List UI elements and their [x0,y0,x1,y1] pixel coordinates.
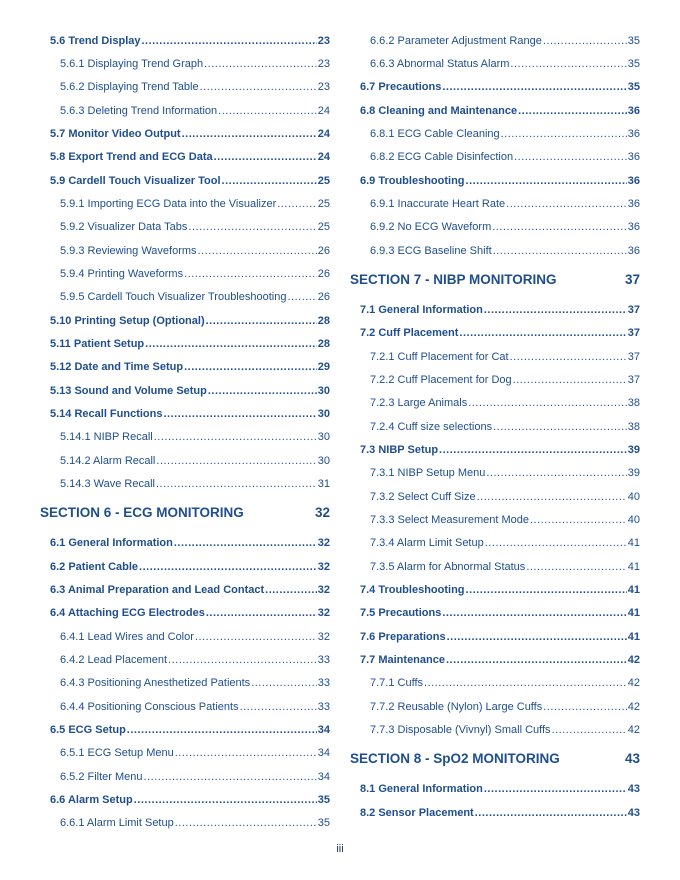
toc-page-number: 36 [627,151,640,163]
toc-entry-title: 5.10 Printing Setup (Optional) [50,315,205,327]
toc-entry-title: 6.4.2 Lead Placement [60,654,168,666]
dot-leader [543,35,627,47]
dot-leader [485,537,627,549]
toc-section-heading[interactable] [350,272,640,292]
toc-entry-title: 5.14 Recall Functions [50,408,163,420]
toc-entry-title: 5.9.2 Visualizer Data Tabs [60,221,188,233]
toc-page-number: 37 [627,304,640,316]
toc-entry[interactable] [360,304,640,320]
toc-page-number: 41 [627,561,640,573]
toc-subentry[interactable] [370,467,640,483]
toc-subentry[interactable] [60,245,330,261]
toc-section-heading[interactable] [40,505,330,525]
toc-page-number: 34 [317,724,330,736]
toc-entry-title: 6.4.1 Lead Wires and Color [60,631,194,643]
dot-leader [127,724,317,736]
dot-leader [447,631,627,643]
toc-page-number: 30 [317,431,330,443]
dot-leader [513,374,627,386]
toc-entry-title: 7.6 Preparations [360,631,446,643]
toc-page-number: 37 [624,272,640,287]
toc-entry-title: 5.9 Cardell Touch Visualizer Tool [50,175,221,187]
toc-page-number: 32 [317,607,330,619]
toc-subentry[interactable] [370,701,640,717]
dot-leader [287,291,316,303]
toc-entry[interactable] [50,361,330,377]
dot-leader [154,431,317,443]
toc-entry-title: 7.3.2 Select Cuff Size [370,491,476,503]
toc-entry-title: 5.14.3 Wave Recall [60,478,155,490]
toc-page-number: 35 [627,58,640,70]
toc-page-number: 33 [317,654,330,666]
toc-subentry[interactable] [60,221,330,237]
toc-subentry[interactable] [60,701,330,717]
dot-leader [200,81,317,93]
dot-leader [222,175,317,187]
toc-page-number: 30 [317,408,330,420]
toc-entry-title: 6.4.3 Positioning Anesthetized Patients [60,677,251,689]
toc-page-number: 39 [627,444,640,456]
toc-page-number: 43 [627,783,640,795]
toc-entry-title: 5.9.1 Importing ECG Data into the Visualizer [60,198,277,210]
toc-entry-title: 5.13 Sound and Volume Setup [50,385,207,397]
toc-page-number: 35 [627,81,640,93]
toc-page-number: 23 [317,81,330,93]
toc-entry[interactable] [50,35,330,51]
toc-subentry[interactable] [370,35,640,51]
toc-entry-title: 7.5 Precautions [360,607,442,619]
dot-leader [484,304,627,316]
toc-page-number: 37 [627,351,640,363]
toc-entry-title: 7.3.5 Alarm for Abnormal Status [370,561,526,573]
toc-entry-title: 6.6.3 Abnormal Status Alarm [370,58,510,70]
toc-page-number: 26 [317,245,330,257]
toc-entry-title: 7.2.3 Large Animals [370,397,468,409]
dot-leader [530,514,627,526]
toc-entry[interactable] [360,807,640,823]
toc-subentry[interactable] [60,654,330,670]
dot-leader [510,58,626,70]
toc-subentry[interactable] [370,514,640,530]
dot-leader [493,245,627,257]
toc-entry-title: 6.7 Precautions [360,81,442,93]
toc-entry[interactable] [50,537,330,553]
toc-page-number: 24 [317,128,330,140]
toc-page-number: 42 [627,654,640,666]
toc-entry[interactable] [50,385,330,401]
toc-subentry[interactable] [60,81,330,97]
dot-leader [156,455,316,467]
toc-page-number: 42 [627,724,640,736]
dot-leader [163,408,316,420]
toc-entry-title: 7.2.1 Cuff Placement for Cat [370,351,509,363]
toc-entry[interactable] [50,175,330,191]
toc-page-number: 24 [317,105,330,117]
toc-page-number: 41 [627,584,640,596]
toc-page-number: 25 [317,175,330,187]
toc-page-number: 25 [317,198,330,210]
toc-entry-title: 6.9.2 No ECG Waveform [370,221,492,233]
dot-leader [134,794,317,806]
dot-leader [139,561,317,573]
toc-entry-title: 6.2 Patient Cable [50,561,139,573]
toc-page-number: 31 [317,478,330,490]
toc-page-number: 42 [627,677,640,689]
toc-entry-title: 5.8 Export Trend and ECG Data [50,151,213,163]
toc-entry-title: 6.4.4 Positioning Conscious Patients [60,701,239,713]
dot-leader [175,747,317,759]
toc-section-title: SECTION 7 - NIBP MONITORING [350,272,557,287]
toc-subentry[interactable] [60,677,330,693]
toc-page-number: 41 [627,607,640,619]
toc-page-number: 35 [627,35,640,47]
toc-page-number: 26 [317,291,330,303]
toc-entry-title: 7.2.2 Cuff Placement for Dog [370,374,512,386]
toc-entry-title: 6.9.3 ECG Baseline Shift [370,245,492,257]
dot-leader [277,198,317,210]
dot-leader [251,677,317,689]
dot-leader [552,724,627,736]
dot-leader [439,444,627,456]
toc-page-number: 34 [317,771,330,783]
toc-page-number: 23 [317,58,330,70]
dot-leader [184,361,317,373]
toc-entry-title: 7.7.3 Disposable (Vivnyl) Small Cuffs [370,724,551,736]
dot-leader [265,584,317,596]
toc-entry-title: 5.6.2 Displaying Trend Table [60,81,199,93]
dot-leader [156,478,317,490]
dot-leader [206,607,317,619]
toc-entry[interactable] [360,607,640,623]
dot-leader [446,654,627,666]
toc-subentry[interactable] [370,677,640,693]
toc-section-title: SECTION 8 - SpO2 MONITORING [350,751,560,766]
toc-page-number: 36 [627,198,640,210]
dot-leader [168,654,317,666]
toc-entry[interactable] [50,607,330,623]
toc-page-number: 30 [317,455,330,467]
dot-leader [475,807,627,819]
toc-entry-title: 6.1 General Information [50,537,173,549]
toc-page-number: 39 [627,467,640,479]
toc-page-number: 32 [317,537,330,549]
dot-leader [145,338,317,350]
toc-subentry[interactable] [60,747,330,763]
dot-leader [477,491,627,503]
toc-entry-title: 6.4 Attaching ECG Electrodes [50,607,205,619]
toc-entry-title: 5.9.5 Cardell Touch Visualizer Troubleshooting [60,291,287,303]
toc-entry[interactable] [360,175,640,191]
dot-leader [214,151,317,163]
toc-entry-title: 5.9.3 Reviewing Waveforms [60,245,197,257]
toc-page-number: 26 [317,268,330,280]
toc-page-number: 33 [317,701,330,713]
toc-subentry[interactable] [370,537,640,553]
toc-entry-title: 5.6.1 Displaying Trend Graph [60,58,204,70]
toc-entry-title: 6.5.1 ECG Setup Menu [60,747,174,759]
toc-entry-title: 6.6 Alarm Setup [50,794,133,806]
toc-subentry[interactable] [370,58,640,74]
toc-page-number: 36 [627,128,640,140]
toc-subentry[interactable] [370,724,640,740]
toc-subentry[interactable] [370,351,640,367]
toc-page-number: 34 [317,747,330,759]
toc-page-number: 37 [627,374,640,386]
toc-page-number: 28 [317,315,330,327]
toc-entry[interactable] [50,338,330,354]
toc-entry[interactable] [360,584,640,600]
toc-entry-title: 7.1 General Information [360,304,483,316]
toc-page-number: 43 [624,751,640,766]
toc-entry-title: 6.6.2 Parameter Adjustment Range [370,35,542,47]
toc-page-number: 36 [627,245,640,257]
toc-page-number: 41 [627,537,640,549]
toc-entry-title: 7.2 Cuff Placement [360,327,459,339]
toc-page-number: 43 [627,807,640,819]
dot-leader [506,198,627,210]
dot-leader [543,701,627,713]
toc-subentry[interactable] [60,268,330,284]
toc-page-number: 38 [627,421,640,433]
dot-leader [468,397,627,409]
dot-leader [484,783,627,795]
toc-entry-title: 5.7 Monitor Video Output [50,128,181,140]
dot-leader [459,327,626,339]
toc-entry-title: 6.8.2 ECG Cable Disinfection [370,151,514,163]
toc-entry[interactable] [50,794,330,810]
toc-subentry[interactable] [60,431,330,447]
toc-page-number: 35 [317,794,330,806]
toc-entry-title: 5.12 Date and Time Setup [50,361,184,373]
toc-subentry[interactable] [370,198,640,214]
toc-page-number: 36 [627,105,640,117]
dot-leader [218,105,317,117]
toc-page-number: 40 [627,514,640,526]
toc-page-number: 35 [317,817,330,829]
toc-entry[interactable] [50,584,330,600]
toc-entry-title: 6.3 Animal Preparation and Lead Contact [50,584,265,596]
toc-page-number: 36 [627,175,640,187]
toc-subentry[interactable] [60,455,330,471]
dot-leader [195,631,317,643]
toc-entry-title: 6.6.1 Alarm Limit Setup [60,817,174,829]
toc-page-number: 42 [627,701,640,713]
dot-leader [514,151,627,163]
toc-entry-title: 6.5.2 Filter Menu [60,771,143,783]
toc-page-number: 24 [317,151,330,163]
toc-section-heading[interactable] [350,751,640,771]
toc-entry-title: 5.9.4 Printing Waveforms [60,268,184,280]
toc-entry-title: 6.9 Troubleshooting [360,175,465,187]
dot-leader [208,385,317,397]
dot-leader [501,128,627,140]
toc-subentry[interactable] [60,291,330,307]
toc-entry-title: 6.8.1 ECG Cable Cleaning [370,128,500,140]
toc-entry[interactable] [50,408,330,424]
toc-subentry[interactable] [60,198,330,214]
toc-page-number: 28 [317,338,330,350]
toc-page-number: 37 [627,327,640,339]
toc-subentry[interactable] [60,631,330,647]
toc-subentry[interactable] [370,221,640,237]
toc-subentry[interactable] [370,151,640,167]
toc-entry-title: 6.8 Cleaning and Maintenance [360,105,518,117]
toc-page-number: 41 [627,631,640,643]
toc-subentry[interactable] [60,817,330,833]
toc-entry-title: 8.2 Sensor Placement [360,807,474,819]
toc-page-number: 33 [317,677,330,689]
toc-page-number: 36 [627,221,640,233]
toc-subentry[interactable] [370,245,640,261]
toc-page-number: 23 [317,35,330,47]
toc-subentry[interactable] [60,58,330,74]
toc-section-title: SECTION 6 - ECG MONITORING [40,505,244,520]
toc-subentry[interactable] [370,128,640,144]
dot-leader [493,421,627,433]
toc-entry-title: 7.3.4 Alarm Limit Setup [370,537,484,549]
toc-page-number: 30 [317,385,330,397]
toc-entry-title: 7.3.3 Select Measurement Mode [370,514,529,526]
toc-entry[interactable] [360,105,640,121]
dot-leader [184,268,317,280]
toc-entry[interactable] [50,128,330,144]
toc-subentry[interactable] [370,374,640,390]
dot-leader [141,35,316,47]
toc-entry-title: 8.1 General Information [360,783,483,795]
dot-leader [442,81,626,93]
dot-leader [510,351,627,363]
toc-page-number: 38 [627,397,640,409]
toc-subentry[interactable] [370,397,640,413]
toc-entry-title: 6.5 ECG Setup [50,724,126,736]
toc-entry[interactable] [50,724,330,740]
toc-entry[interactable] [360,631,640,647]
toc-entry[interactable] [50,561,330,577]
toc-entry-title: 7.7.2 Reusable (Nylon) Large Cuffs [370,701,543,713]
dot-leader [466,584,627,596]
toc-entry[interactable] [360,654,640,670]
toc-entry[interactable] [360,444,640,460]
toc-entry-title: 5.6.3 Deleting Trend Information [60,105,218,117]
dot-leader [240,701,317,713]
dot-leader [182,128,317,140]
toc-page-number: 32 [314,505,330,520]
toc-entry-title: 7.7.1 Cuffs [370,677,423,689]
toc-subentry[interactable] [370,491,640,507]
dot-leader [206,315,317,327]
toc-page-number: 25 [317,221,330,233]
dot-leader [518,105,627,117]
toc-entry-title: 7.3.1 NIBP Setup Menu [370,467,486,479]
dot-leader [424,677,627,689]
toc-entry-title: 7.2.4 Cuff size selections [370,421,493,433]
toc-subentry[interactable] [60,771,330,787]
toc-page-number: 40 [627,491,640,503]
dot-leader [198,245,317,257]
toc-subentry[interactable] [60,105,330,121]
toc-page-number: 32 [317,561,330,573]
toc-entry-title: 6.9.1 Inaccurate Heart Rate [370,198,506,210]
toc-entry-title: 5.11 Patient Setup [50,338,145,350]
page-number: iii [336,843,344,855]
toc-entry[interactable] [360,81,640,97]
dot-leader [466,175,627,187]
toc-entry-title: 7.7 Maintenance [360,654,445,666]
dot-leader [204,58,317,70]
toc-page-number: 32 [317,584,330,596]
dot-leader [442,607,626,619]
toc-entry[interactable] [50,151,330,167]
toc-entry-title: 5.14.2 Alarm Recall [60,455,156,467]
dot-leader [486,467,626,479]
toc-page-number: 32 [317,631,330,643]
dot-leader [175,817,317,829]
toc-subentry[interactable] [60,478,330,494]
dot-leader [492,221,627,233]
toc-entry-title: 5.14.1 NIBP Recall [60,431,153,443]
dot-leader [188,221,316,233]
toc-entry-title: 5.6 Trend Display [50,35,141,47]
dot-leader [144,771,317,783]
dot-leader [174,537,317,549]
toc-entry-title: 7.4 Troubleshooting [360,584,465,596]
dot-leader [526,561,626,573]
toc-entry[interactable] [360,327,640,343]
toc-page-number: 29 [317,361,330,373]
toc-entry-title: 7.3 NIBP Setup [360,444,439,456]
toc-entry[interactable] [360,783,640,799]
toc-entry[interactable] [50,315,330,331]
toc-subentry[interactable] [370,421,640,437]
toc-subentry[interactable] [370,561,640,577]
